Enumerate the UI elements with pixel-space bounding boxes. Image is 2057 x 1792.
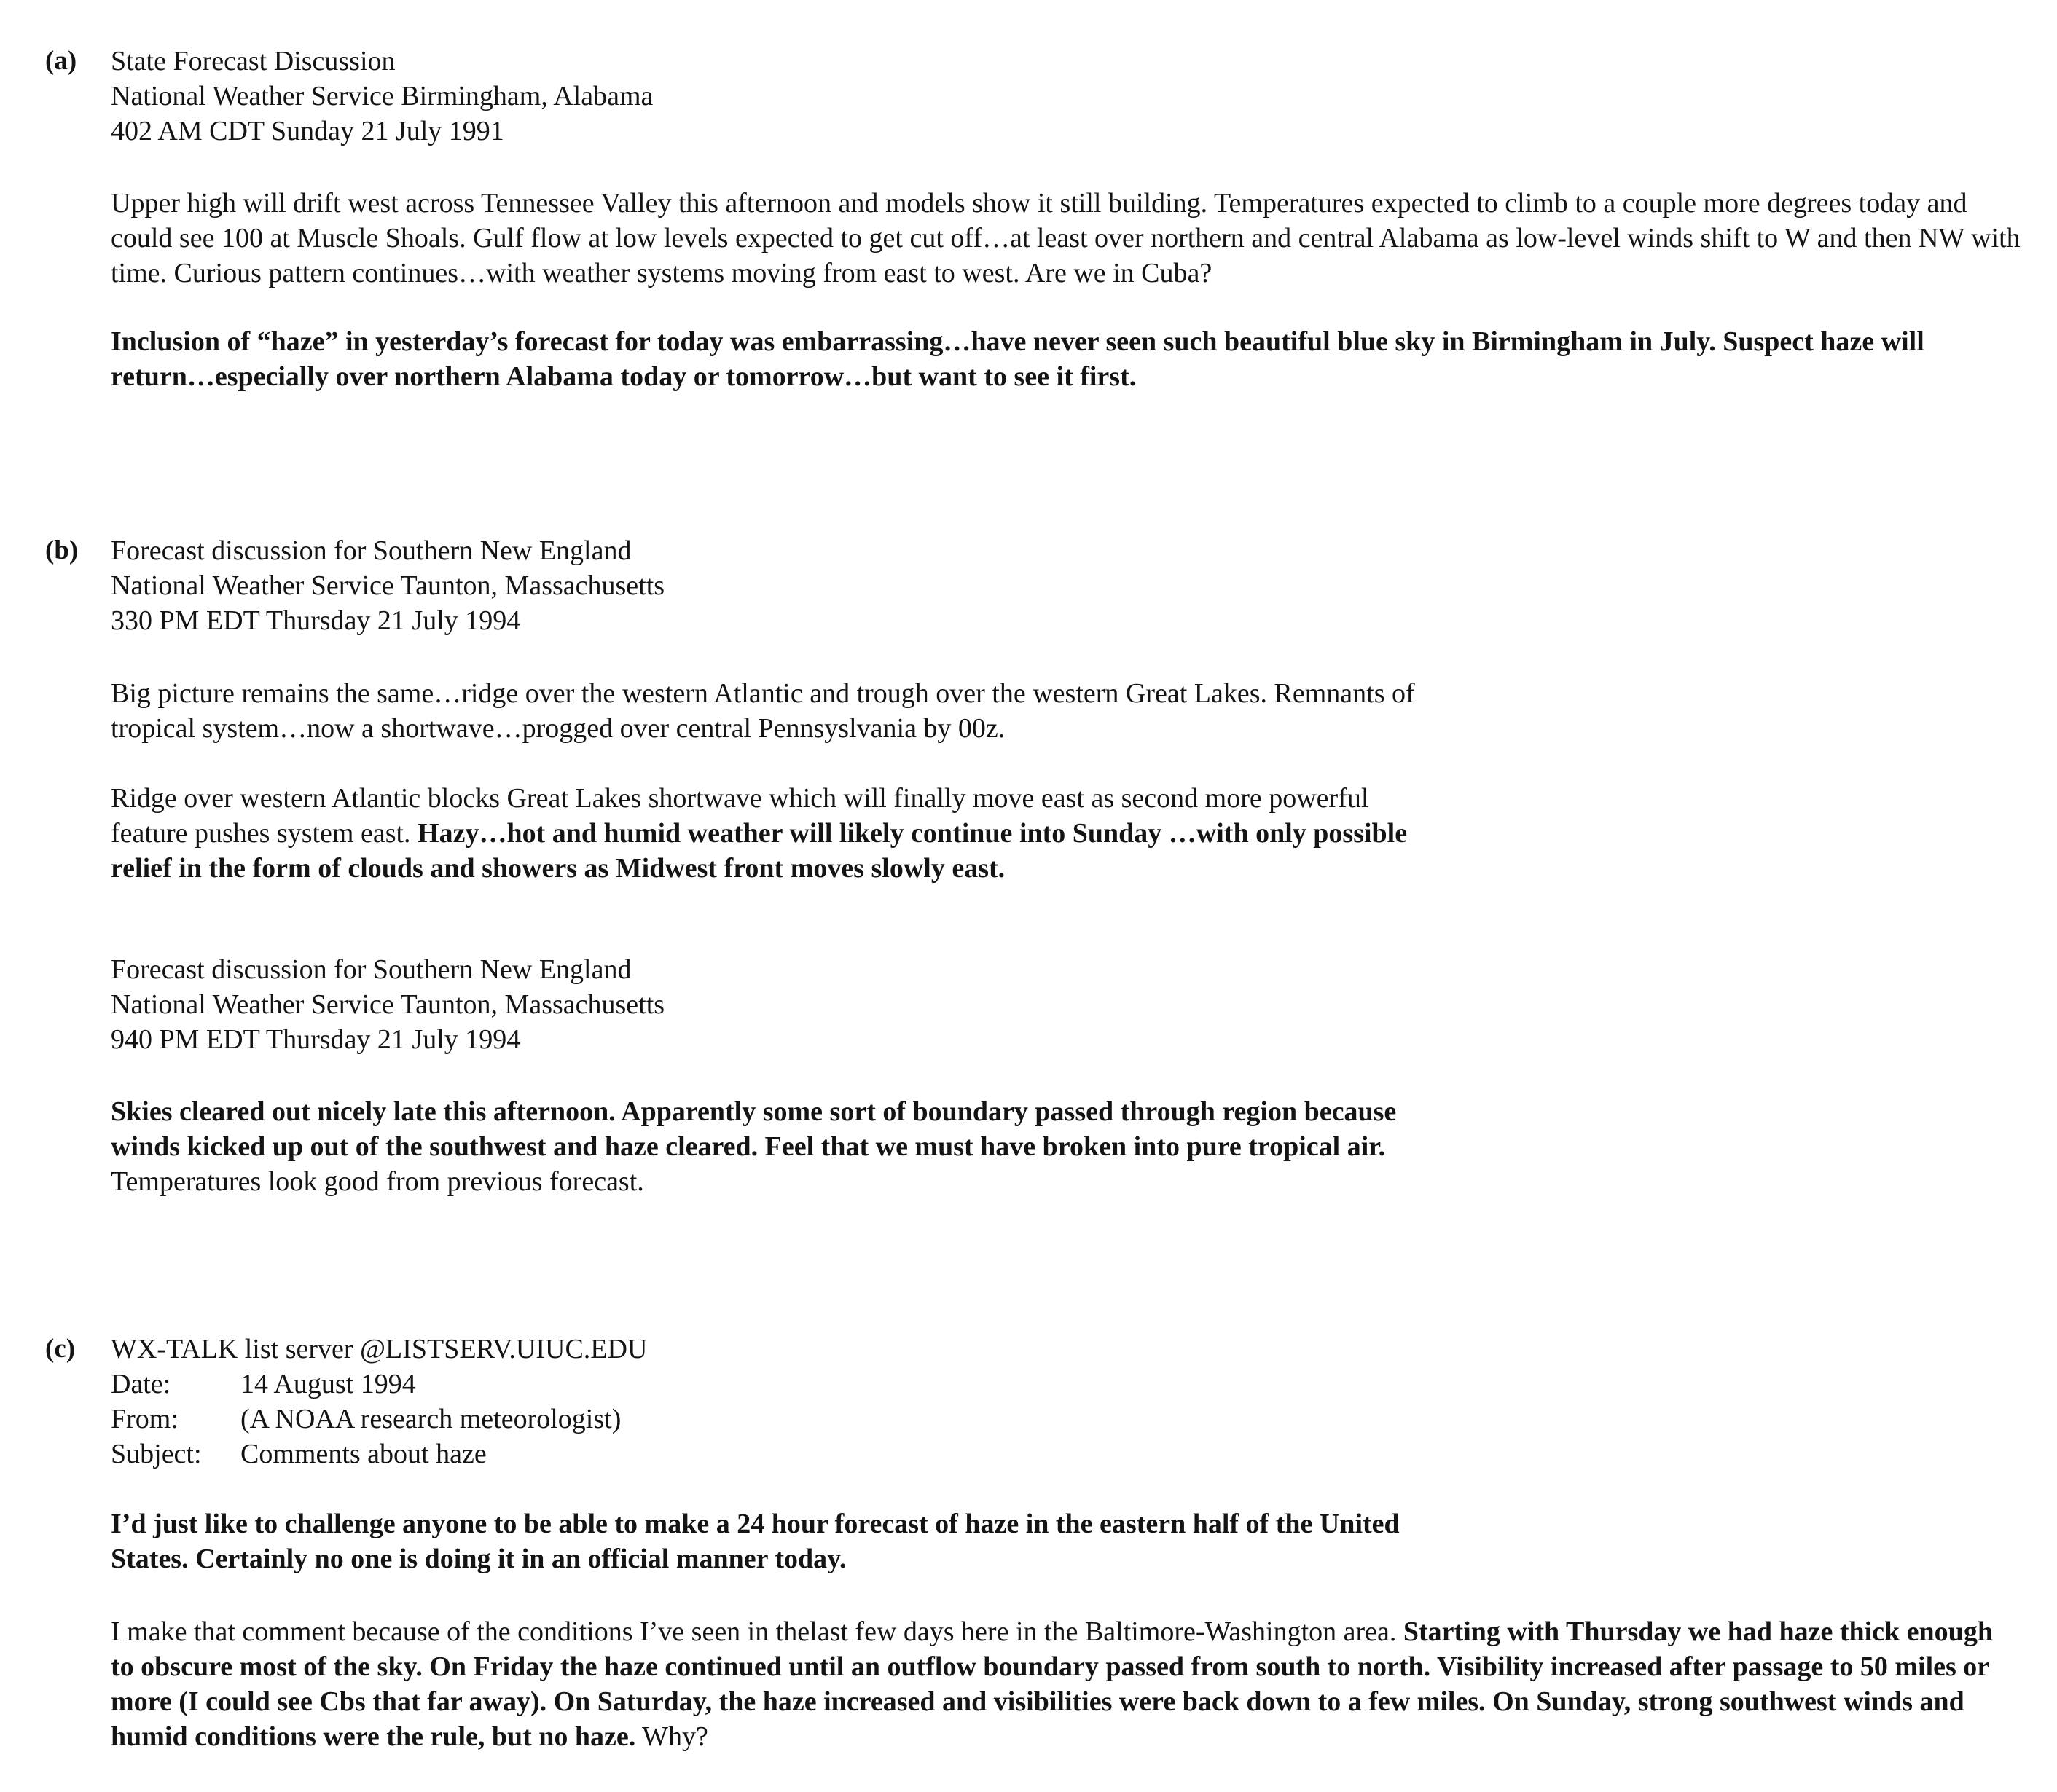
section-b-body-1	[111, 676, 1415, 746]
section-b-body-2	[111, 781, 1430, 886]
section-c-from-value: (A NOAA research meteorologist)	[240, 1404, 622, 1434]
section-c-from-key: From:	[111, 1404, 179, 1434]
section-c-body-1	[111, 1506, 1466, 1576]
section-c-paragraph-2-end: Why?	[642, 1721, 708, 1752]
section-c-list-server: WX-TALK list server @LISTSERV.UIUC.EDU	[111, 1334, 648, 1364]
section-c-paragraph-2	[111, 1614, 2020, 1754]
section-c-subject-value: Comments about haze	[240, 1439, 487, 1469]
section-a-paragraph-1: Upper high will drift west across Tennessee Valley this afternoon and models show it still building. Temperatures expected to climb to a couple more degrees today and could see 100 at Muscle Shoals. Gulf flow at low levels expected to get cut off…at least over northern and central Alabama as low-level winds shift to W and then NW with time. Curious pattern continues…with weather systems moving from east to west. Are we in Cuba?	[111, 188, 2021, 288]
section-b-office-1: National Weather Service Taunton, Massachusetts	[111, 570, 665, 601]
section-c-date-key: Date:	[111, 1369, 171, 1399]
section-c-subject-row	[111, 1437, 1422, 1471]
section-b-paragraph-3-bold: Skies cleared out nicely late this afternoon. Apparently some sort of boundary passed through region because winds kicked up out of the southwest and haze cleared. Feel that we must have broken into pure tropical air.	[111, 1096, 1397, 1162]
section-c-paragraph-1: I’d just like to challenge anyone to be able to make a 24 hour forecast of haze in the eastern half of the United States. Certainly no one is doing it in an official manner today.	[111, 1509, 1400, 1574]
section-c-date-value: 14 August 1994	[240, 1369, 416, 1399]
section-b-paragraph-2-normal: Ridge over western Atlantic blocks Great Lakes shortwave which will finally move east as second more powerful feature pushes system east.	[111, 783, 1369, 849]
section-b-paragraph-3	[111, 1094, 1466, 1199]
section-a-title: State Forecast Discussion	[111, 46, 396, 76]
section-b-body-3	[111, 1094, 1466, 1199]
section-b-title-2: Forecast discussion for Southern New England	[111, 954, 632, 985]
section-b-paragraph-2	[111, 781, 1430, 886]
section-a-label: (a)	[45, 46, 77, 76]
section-a-paragraph-2: Inclusion of “haze” in yesterday’s forecast for today was embarrassing…have never seen such beautiful blue sky in Birmingham in July. Suspect haze will return…especially over northern Alabama today or tomorrow…but want to see it first.	[111, 326, 1924, 392]
section-c-date-row	[111, 1367, 1422, 1402]
section-b-label: (b)	[45, 535, 79, 565]
section-b-timestamp-2: 940 PM EDT Thursday 21 July 1994	[111, 1024, 521, 1055]
section-a-office: National Weather Service Birmingham, Alabama	[111, 81, 654, 111]
section-a-header	[111, 44, 2005, 149]
section-b-header-1	[111, 533, 1204, 638]
section-b-timestamp-1: 330 PM EDT Thursday 21 July 1994	[111, 605, 521, 636]
section-a-timestamp: 402 AM CDT Sunday 21 July 1991	[111, 116, 504, 146]
section-c-from-row	[111, 1402, 1422, 1437]
section-b-title-1: Forecast discussion for Southern New England	[111, 535, 632, 566]
section-b-paragraph-3-normal: Temperatures look good from previous forecast.	[111, 1166, 644, 1197]
section-b-office-2: National Weather Service Taunton, Massachusetts	[111, 989, 665, 1020]
section-c-paragraph-2-bold: Starting with Thursday we had haze thick enough to obscure most of the sky. On Friday the haze continued until an outflow boundary passed from south to north. Visibility increased after passage to 50 miles or more (I could see Cbs that far away). On Saturday, the haze increased and visibilities were back down to a few miles. On Sunday, strong southwest winds and humid conditions were the rule, but no haze.	[111, 1616, 1993, 1752]
section-b-paragraph-2-bold: Hazy…hot and humid weather will likely continue into Sunday …with only possible relief in the form of clouds and showers as Midwest front moves slowly east.	[111, 818, 1408, 884]
section-a-body	[111, 186, 2027, 291]
section-b-paragraph-1: Big picture remains the same…ridge over the western Atlantic and trough over the western Great Lakes. Remnants of tropical system…now a shortwave…progged over central Pennsyslvania by 00z.	[111, 678, 1415, 744]
section-c-paragraph-2-normal: I make that comment because of the conditions I’ve seen in thelast few days here in the Baltimore-Washington area.	[111, 1616, 1397, 1647]
section-a-bold-body	[111, 324, 2016, 394]
section-c-label: (c)	[45, 1334, 76, 1364]
section-b-header-2	[111, 952, 1204, 1057]
section-c-header	[111, 1332, 1422, 1471]
section-c-subject-key: Subject:	[111, 1439, 202, 1469]
section-c-body-2	[111, 1614, 2020, 1754]
